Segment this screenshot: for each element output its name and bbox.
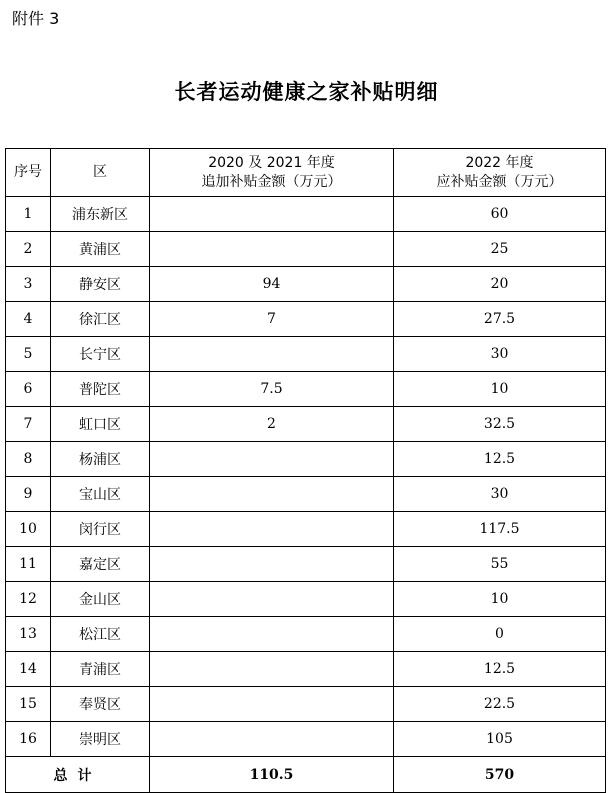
cell-2022-subsidy: 117.5 [394,512,606,547]
table-row [6,722,606,757]
cell-district: 徐汇区 [51,302,150,337]
cell-seq: 1 [6,197,51,232]
cell-seq: 13 [6,617,51,652]
cell-2022-subsidy: 55 [394,547,606,582]
cell-2022-subsidy: 12.5 [394,442,606,477]
table-row [6,547,606,582]
cell-district: 金山区 [51,582,150,617]
cell-seq: 5 [6,337,51,372]
cell-district: 闵行区 [51,512,150,547]
cell-seq: 12 [6,582,51,617]
cell-seq: 9 [6,477,51,512]
cell-seq: 11 [6,547,51,582]
cell-district: 奉贤区 [51,687,150,722]
header-extra-line1: 2020 及 2021 年度 [208,154,335,171]
header-extra-subsidy [150,149,394,197]
cell-2022-subsidy: 22.5 [394,687,606,722]
cell-extra-subsidy: 7.5 [150,372,394,407]
header-extra-line2: 追加补贴金额（万元） [201,173,342,190]
cell-extra-subsidy: 94 [150,267,394,302]
header-2022-line2: 应补贴金额（万元） [436,173,563,190]
table-row [6,197,606,232]
cell-seq: 14 [6,652,51,687]
cell-seq: 3 [6,267,51,302]
cell-seq: 10 [6,512,51,547]
table-row [6,407,606,442]
cell-seq: 6 [6,372,51,407]
page-title: 长者运动健康之家补贴明细 [174,80,439,104]
table-header-row [6,149,606,197]
cell-district: 青浦区 [51,652,150,687]
cell-extra-subsidy: 7 [150,302,394,337]
table-row [6,442,606,477]
cell-2022-subsidy: 30 [394,477,606,512]
cell-2022-subsidy: 105 [394,722,606,757]
cell-extra-subsidy [150,652,394,687]
cell-extra-subsidy: 2 [150,407,394,442]
cell-extra-subsidy [150,337,394,372]
cell-2022-subsidy: 27.5 [394,302,606,337]
cell-district: 长宁区 [51,337,150,372]
table-row [6,582,606,617]
cell-extra-subsidy [150,232,394,267]
cell-2022-subsidy: 10 [394,582,606,617]
cell-extra-subsidy [150,687,394,722]
cell-2022-subsidy: 32.5 [394,407,606,442]
table-row [6,512,606,547]
cell-extra-subsidy [150,197,394,232]
cell-seq: 8 [6,442,51,477]
cell-district: 崇明区 [51,722,150,757]
cell-extra-subsidy [150,547,394,582]
header-2022-subsidy [394,149,606,197]
cell-extra-subsidy [150,477,394,512]
cell-extra-subsidy [150,582,394,617]
cell-seq: 4 [6,302,51,337]
cell-seq: 16 [6,722,51,757]
table-body [6,197,606,757]
cell-district: 浦东新区 [51,197,150,232]
cell-extra-subsidy [150,617,394,652]
cell-district: 普陀区 [51,372,150,407]
cell-extra-subsidy [150,722,394,757]
attachment-label: 附件 3 [12,9,60,28]
cell-extra-subsidy [150,442,394,477]
cell-seq: 2 [6,232,51,267]
total-row [6,757,606,793]
cell-district: 嘉定区 [51,547,150,582]
table-row [6,232,606,267]
cell-2022-subsidy: 0 [394,617,606,652]
table-row [6,267,606,302]
table-row [6,372,606,407]
cell-district: 静安区 [51,267,150,302]
cell-district: 杨浦区 [51,442,150,477]
cell-2022-subsidy: 60 [394,197,606,232]
cell-2022-subsidy: 20 [394,267,606,302]
table-row [6,687,606,722]
cell-district: 松江区 [51,617,150,652]
cell-seq: 7 [6,407,51,442]
cell-seq: 15 [6,687,51,722]
table-row [6,652,606,687]
total-label: 总计 [6,757,150,793]
cell-2022-subsidy: 12.5 [394,652,606,687]
cell-extra-subsidy [150,512,394,547]
cell-2022-subsidy: 25 [394,232,606,267]
table-row [6,302,606,337]
cell-2022-subsidy: 30 [394,337,606,372]
subsidy-table [5,148,606,793]
cell-district: 宝山区 [51,477,150,512]
total-extra: 110.5 [150,757,394,793]
header-2022-line1: 2022 年度 [465,154,534,171]
header-district: 区 [51,149,150,197]
table-row [6,617,606,652]
table-row [6,337,606,372]
cell-district: 虹口区 [51,407,150,442]
table-row [6,477,606,512]
header-seq: 序号 [6,149,51,197]
cell-2022-subsidy: 10 [394,372,606,407]
cell-district: 黄浦区 [51,232,150,267]
total-2022: 570 [394,757,606,793]
